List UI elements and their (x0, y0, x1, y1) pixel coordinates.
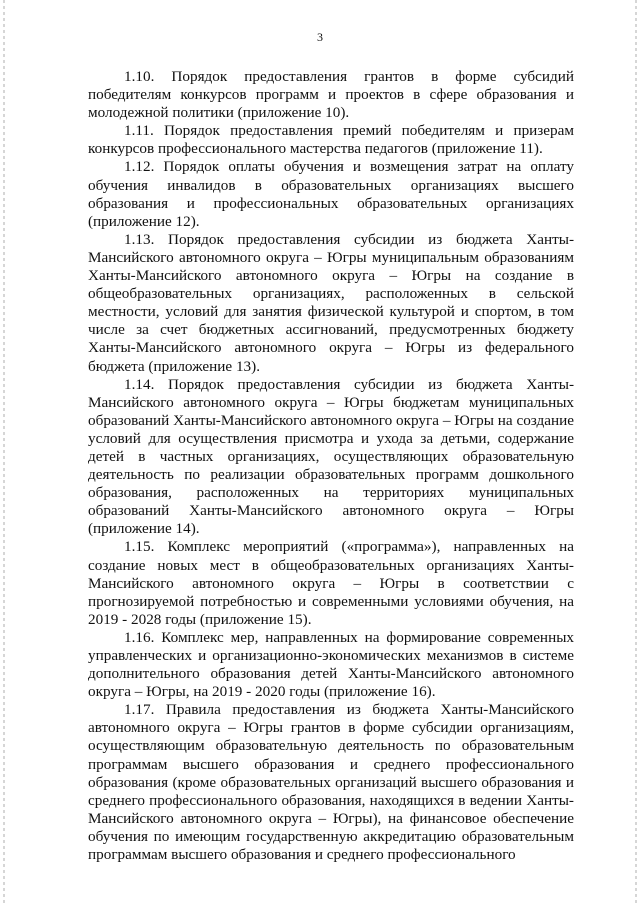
paragraph-1-17: 1.17. Правила предоставления из бюджета Ханты-Мансийского автономного округа – Югры грантов в форме субсидии организациям, осуществляющим образовательную деятельность по образовательным программам высшего образования и среднего профессионального образования (кроме образовательных организаций высшего образования и среднего профессионального образования, находящихся в ведении Ханты-Мансийского автономного округа – Югры), на финансовое обеспечение обучения по имеющим государственную аккредитацию образовательным программам высшего образования и среднего профессионального (88, 701, 574, 864)
page-left-edge (3, 0, 5, 905)
paragraph-1-13: 1.13. Порядок предоставления субсидии из бюджета Ханты-Мансийского автономного округа – Югры муниципальным образованиям Ханты-Мансийского автономного округа – Югры на создание в общеобразовательных организациях, расположенных в сельской местности, условий для занятия физической культурой и спортом, в том числе за счет бюджетных ассигнований, предусмотренных бюджету Ханты-Мансийского автономного округа – Югры из федерального бюджета (приложение 13). (88, 230, 574, 375)
paragraph-1-15: 1.15. Комплекс мероприятий («программа»), направленных на создание новых мест в общеобразовательных организациях Ханты-Мансийского автономного округа – Югры в соответствии с прогнозируемой потребностью и современными условиями обучения, на 2019 - 2028 годы (приложение 15). (88, 538, 574, 628)
paragraph-1-11: 1.11. Порядок предоставления премий победителям и призерам конкурсов профессионального мастерства педагогов (приложение 11). (88, 122, 574, 158)
paragraph-1-10: 1.10. Порядок предоставления грантов в форме субсидий победителям конкурсов программ и проектов в сфере образования и молодежной политики (приложение 10). (88, 68, 574, 122)
document-body (88, 68, 574, 864)
page-number: 3 (317, 30, 323, 44)
paragraph-1-16: 1.16. Комплекс мер, направленных на формирование современных управленческих и организационно-экономических механизмов в системе дополнительного образования детей Ханты-Мансийского автономного округа – Югры, на 2019 - 2020 годы (приложение 16). (88, 628, 574, 701)
paragraph-1-12: 1.12. Порядок оплаты обучения и возмещения затрат на оплату обучения инвалидов в образовательных организациях высшего образования и профессиональных образовательных организациях (приложение 12). (88, 158, 574, 230)
paragraph-1-14: 1.14. Порядок предоставления субсидии из бюджета Ханты-Мансийского автономного округа – Югры бюджетам муниципальных образований Ханты-Мансийского автономного округа – Югры на создание условий для осуществления присмотра и ухода за детьми, содержание детей в частных организациях, осуществляющих образовательную деятельность по реализации образовательных программ дошкольного образования, расположенных на территориях муниципальных образований Ханты-Мансийского автономного округа – Югры (приложение 14). (88, 375, 574, 538)
page-right-edge (635, 0, 637, 905)
